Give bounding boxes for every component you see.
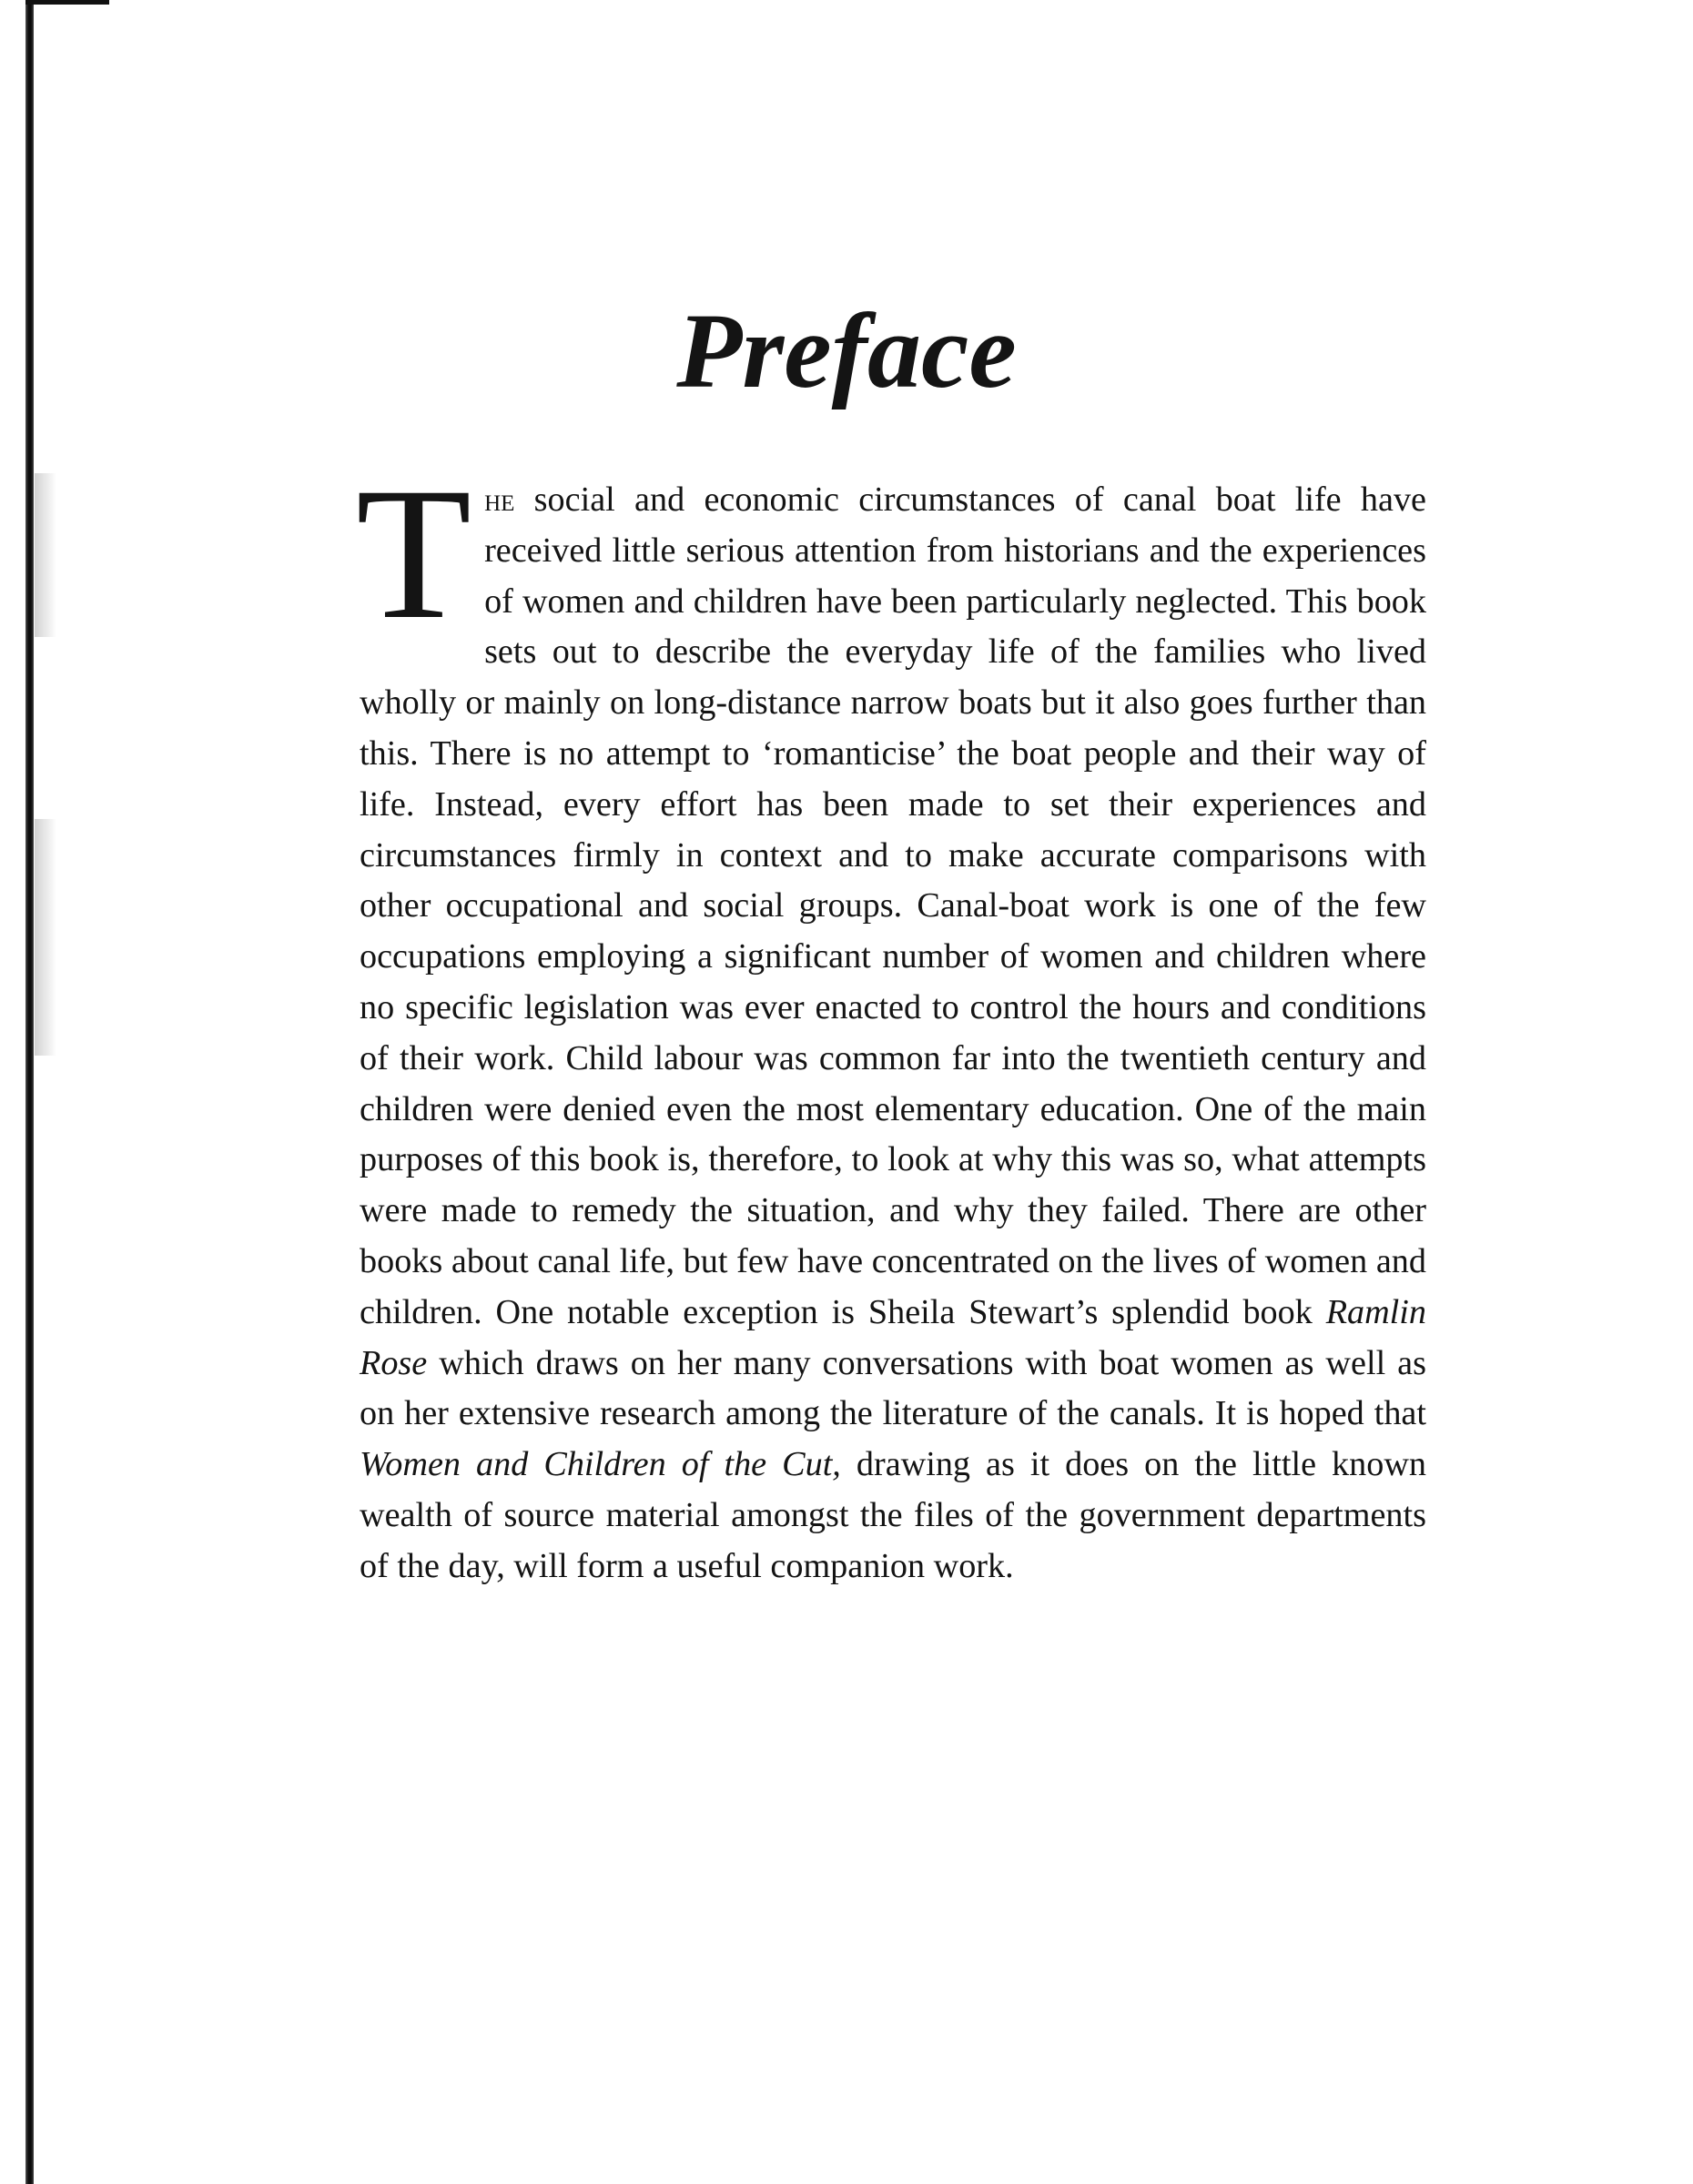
book-title-women-and-children: Women and Children of the Cut, (360, 1445, 841, 1484)
preface-paragraph (356, 449, 1426, 1592)
preface-text-part-1: social and economic circumstances of canal boat life have received little serious attention from historians and the experiences of women and children have been particularly neglected. This book sets out to describe the everyday life of the families who lived wholly or mainly on long-distance narrow boats but it also goes further than this. There is no attempt to ‘romanticise’ the boat people and their way of life. Instead, every effort has been made to set their experiences and circumstances firmly in context and to make accurate comparisons with other occupational and social groups. Canal-boat work is one of the few occupations employing a significant number of women and children where no specific legislation was ever enacted to control the hours and conditions of their work. Child labour was common far into the twentieth century and children were denied even the most elementary education. One of the main purposes of this book is, therefore, to look at why this was so, what attempts were made to remedy the situation, and why they failed. There are other books about canal life, but few have concentrated on the lives of women and children. One notable exception is Sheila Stewart’s splendid book (360, 480, 1426, 1331)
page-binding-corner (25, 0, 109, 5)
page-title: Preface (676, 291, 1017, 411)
drop-cap: T (356, 449, 472, 658)
scan-shadow (35, 473, 56, 637)
preface-text-part-3: drawing as it does on the little known wealth of source material amongst the files of the government departments of the day, will form a useful companion work. (360, 1445, 1426, 1585)
preface-text-part-2: which draws on her many conversations with boat women as well as on her extensive research among the literature of the canals. It is hoped that (360, 1343, 1426, 1433)
first-word-small-caps: he (484, 482, 515, 518)
scan-shadow (35, 819, 56, 1056)
book-title-ramlin-rose: Ramlin Rose (360, 1292, 1426, 1382)
